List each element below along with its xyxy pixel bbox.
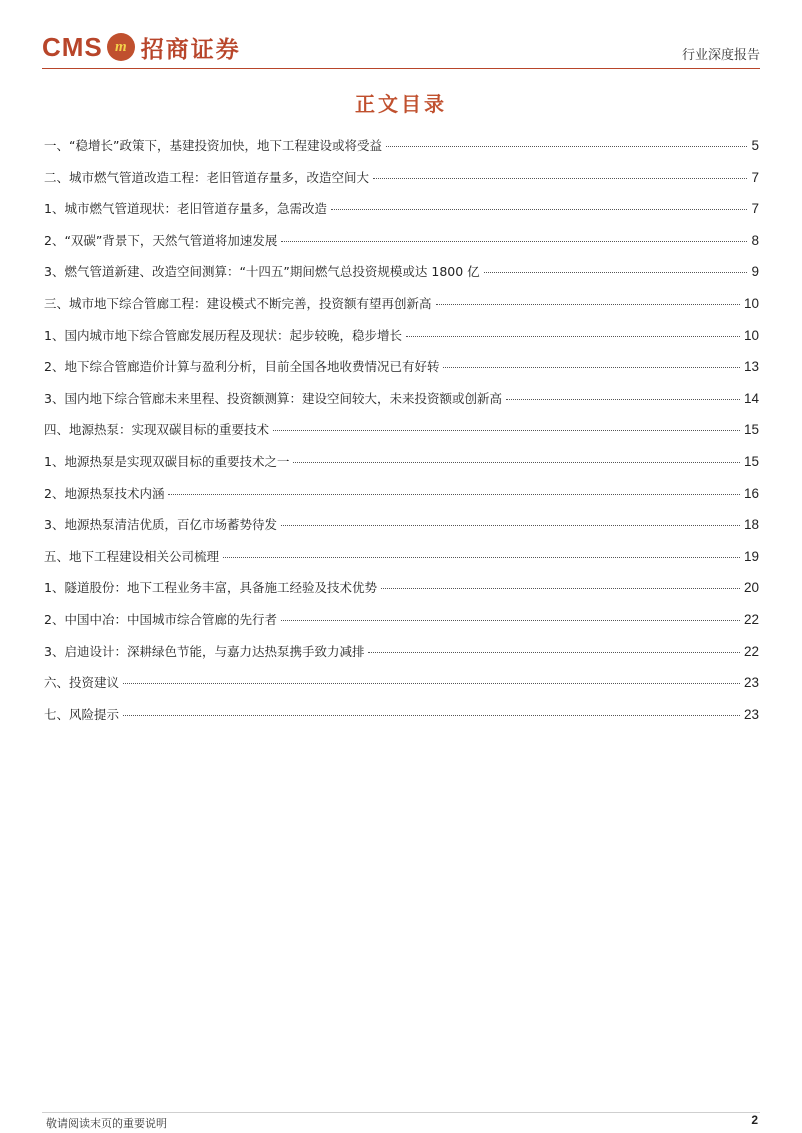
toc-entry-title: 2、地下综合管廊造价计算与盈利分析，目前全国各地收费情况已有好转 xyxy=(44,359,440,375)
toc-dot-leader xyxy=(381,588,740,589)
toc-entry[interactable] xyxy=(44,231,759,263)
toc-entry-page: 5 xyxy=(751,138,759,153)
toc-entry-title: 五、地下工程建设相关公司梳理 xyxy=(44,548,220,564)
company-logo xyxy=(42,30,241,64)
toc-entry-page: 14 xyxy=(743,390,759,406)
toc-entry[interactable] xyxy=(44,484,759,516)
toc-entry-title: 2、地源热泵技术内涵 xyxy=(44,485,165,501)
toc-entry-title: 1、城市燃气管道现状：老旧管道存量多，急需改造 xyxy=(44,201,327,217)
toc-entry[interactable] xyxy=(44,452,759,484)
toc-entry-page: 10 xyxy=(743,295,759,311)
toc-entry[interactable] xyxy=(44,515,759,547)
toc-entry-page: 23 xyxy=(743,706,759,722)
logo-emblem-icon: m xyxy=(107,33,135,61)
toc-entry-page: 22 xyxy=(743,611,759,627)
toc-entry-page: 9 xyxy=(751,264,759,280)
toc-entry-page: 15 xyxy=(743,422,759,438)
toc-entry-page: 20 xyxy=(743,580,759,596)
toc-dot-leader xyxy=(443,367,740,368)
toc-entry-page: 19 xyxy=(743,548,759,564)
toc-entry[interactable] xyxy=(44,578,759,610)
toc-dot-leader xyxy=(293,462,740,463)
toc-entry-page: 15 xyxy=(743,453,759,469)
footer-note: 敬请阅读末页的重要说明 xyxy=(46,1117,167,1130)
toc-dot-leader xyxy=(273,430,740,431)
toc-entry[interactable] xyxy=(44,294,759,326)
toc-entry-title: 3、地源热泵清洁优质，百亿市场蓄势待发 xyxy=(44,517,277,533)
toc-entry-title: 七、风险提示 xyxy=(44,706,120,722)
toc-entry-page: 8 xyxy=(751,232,759,248)
toc-entry[interactable] xyxy=(44,326,759,358)
toc-dot-leader xyxy=(123,715,740,716)
header-divider xyxy=(42,68,760,69)
toc-dot-leader xyxy=(436,304,740,305)
toc-entry[interactable] xyxy=(44,547,759,579)
page-number: 2 xyxy=(751,1113,758,1127)
toc-entry[interactable] xyxy=(44,673,759,705)
toc-entry-page: 10 xyxy=(743,327,759,343)
toc-entry-page: 13 xyxy=(743,359,759,375)
toc-dot-leader xyxy=(223,557,740,558)
toc-entry-page: 7 xyxy=(751,201,759,217)
toc-dot-leader xyxy=(484,272,748,273)
logo-cms-text: CMS xyxy=(42,31,103,62)
toc-dot-leader xyxy=(281,241,747,242)
page-title: 正文目录 xyxy=(355,92,447,116)
toc-dot-leader xyxy=(368,652,740,653)
logo-chinese-text: 招商证券 xyxy=(140,36,241,63)
toc-entry-page: 18 xyxy=(743,517,759,533)
page-header xyxy=(42,28,760,70)
toc-entry-title: 二、城市燃气管道改造工程：老旧管道存量多，改造空间大 xyxy=(44,169,370,185)
toc-entry[interactable] xyxy=(44,420,759,452)
toc-entry-title: 1、地源热泵是实现双碳目标的重要技术之一 xyxy=(44,453,290,469)
toc-entry[interactable] xyxy=(44,610,759,642)
toc-entry[interactable] xyxy=(44,705,759,737)
toc-entry[interactable] xyxy=(44,389,759,421)
toc-dot-leader xyxy=(406,336,740,337)
toc-entry-page: 7 xyxy=(751,169,759,185)
toc-entry-title: 四、地源热泵：实现双碳目标的重要技术 xyxy=(44,422,270,438)
toc-entry-title: 六、投资建议 xyxy=(44,675,120,691)
toc-entry-page: 22 xyxy=(743,643,759,659)
footer-divider xyxy=(42,1112,760,1113)
toc-dot-leader xyxy=(331,209,748,210)
toc-dot-leader xyxy=(281,525,740,526)
toc-entry-title: 1、国内城市地下综合管廊发展历程及现状：起步较晚，稳步增长 xyxy=(44,327,402,343)
toc-dot-leader xyxy=(123,683,740,684)
toc-entry-page: 23 xyxy=(743,675,759,691)
toc-dot-leader xyxy=(386,146,748,147)
report-type: 行业深度报告 xyxy=(681,48,760,63)
toc-entry-title: 3、国内地下综合管廊未来里程、投资额测算：建设空间较大，未来投资额或创新高 xyxy=(44,390,502,406)
toc-dot-leader xyxy=(373,178,747,179)
toc-entry-title: 2、“双碳”背景下，天然气管道将加速发展 xyxy=(44,232,278,248)
toc-entry-title: 3、启迪设计：深耕绿色节能，与嘉力达热泵携手致力减排 xyxy=(44,643,365,659)
toc-dot-leader xyxy=(281,620,740,621)
toc-entry-page: 16 xyxy=(743,485,759,501)
toc-entry[interactable] xyxy=(44,199,759,231)
toc-entry-title: 一、“稳增长”政策下，基建投资加快，地下工程建设或将受益 xyxy=(44,138,382,153)
toc-entry-title: 1、隧道股份：地下工程业务丰富，具备施工经验及技术优势 xyxy=(44,580,377,596)
toc-entry-title: 三、城市地下综合管廊工程：建设模式不断完善，投资额有望再创新高 xyxy=(44,295,432,311)
toc-entry[interactable] xyxy=(44,357,759,389)
toc-entry[interactable] xyxy=(44,262,759,294)
table-of-contents xyxy=(44,136,759,736)
toc-entry-title: 3、燃气管道新建、改造空间测算：“十四五”期间燃气总投资规模或达 1800 亿 xyxy=(44,264,480,280)
toc-entry[interactable] xyxy=(44,136,759,168)
toc-entry-title: 2、中国中冶：中国城市综合管廊的先行者 xyxy=(44,611,277,627)
toc-dot-leader xyxy=(506,399,740,400)
toc-entry[interactable] xyxy=(44,642,759,674)
toc-dot-leader xyxy=(168,494,740,495)
toc-entry[interactable] xyxy=(44,168,759,200)
